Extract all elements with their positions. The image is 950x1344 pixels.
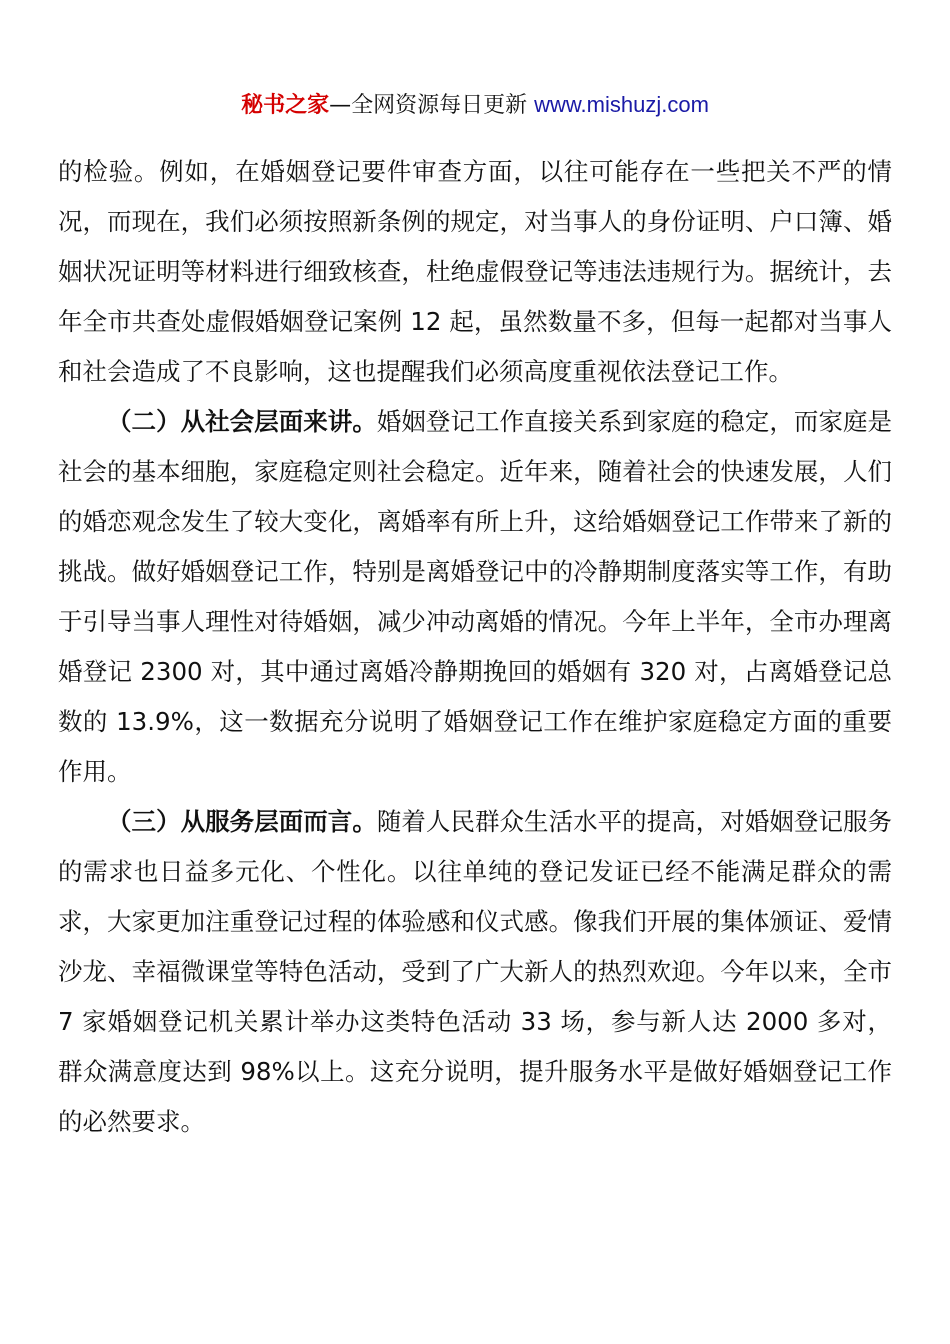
paragraph-3-text: 随着人民群众生活水平的提高，对婚姻登记服务的需求也日益多元化、个性化。以往单纯的登记发证已经不能满足群众的需求，大家更加注重登记过程的体验感和仪式感。像我们开展的集体颁证、爱情沙龙、幸福微课堂等特色活动，受到了广大新人的热烈欢迎。今年以来，全市 7 家婚姻登记机关累计举办这类特色活动 33 场，参与新人达 2000 多对，群众满意度达到 98%以上。这充分说明，提升服务水平是做好婚姻登记工作的必然要求。 xyxy=(58,807,893,1136)
paragraph-3 xyxy=(58,797,892,1147)
document-body xyxy=(58,147,892,1147)
paragraph-1-text: 的检验。例如，在婚姻登记要件审查方面，以往可能存在一些把关不严的情况，而现在，我们必须按照新条例的规定，对当事人的身份证明、户口簿、婚姻状况证明等材料进行细致核查，杜绝虚假登记等违法违规行为。据统计，去年全市共查处虚假婚姻登记案例 12 起，虽然数量不多，但每一起都对当事人和社会造成了不良影响，这也提醒我们必须高度重视依法登记工作。 xyxy=(58,157,892,386)
header-url[interactable]: www.mishuzj.com xyxy=(534,92,709,117)
paragraph-2 xyxy=(58,397,892,797)
header-tagline: —全网资源每日更新 xyxy=(329,93,528,118)
paragraph-2-text: 婚姻登记工作直接关系到家庭的稳定，而家庭是社会的基本细胞，家庭稳定则社会稳定。近年来，随着社会的快速发展，人们的婚恋观念发生了较大变化，离婚率有所上升，这给婚姻登记工作带来了新的挑战。做好婚姻登记工作，特别是离婚登记中的冷静期制度落实等工作，有助于引导当事人理性对待婚姻，减少冲动离婚的情况。今年上半年，全市办理离婚登记 2300 对，其中通过离婚冷静期挽回的婚姻有 320 对，占离婚登记总数的 13.9%，这一数据充分说明了婚姻登记工作在维护家庭稳定方面的重要作用。 xyxy=(58,407,893,786)
page-header xyxy=(0,88,950,123)
header-brand: 秘书之家 xyxy=(241,93,330,118)
paragraph-2-heading: （二）从社会层面来讲。 xyxy=(107,407,377,436)
paragraph-3-heading: （三）从服务层面而言。 xyxy=(107,807,377,836)
paragraph-1 xyxy=(58,147,892,397)
